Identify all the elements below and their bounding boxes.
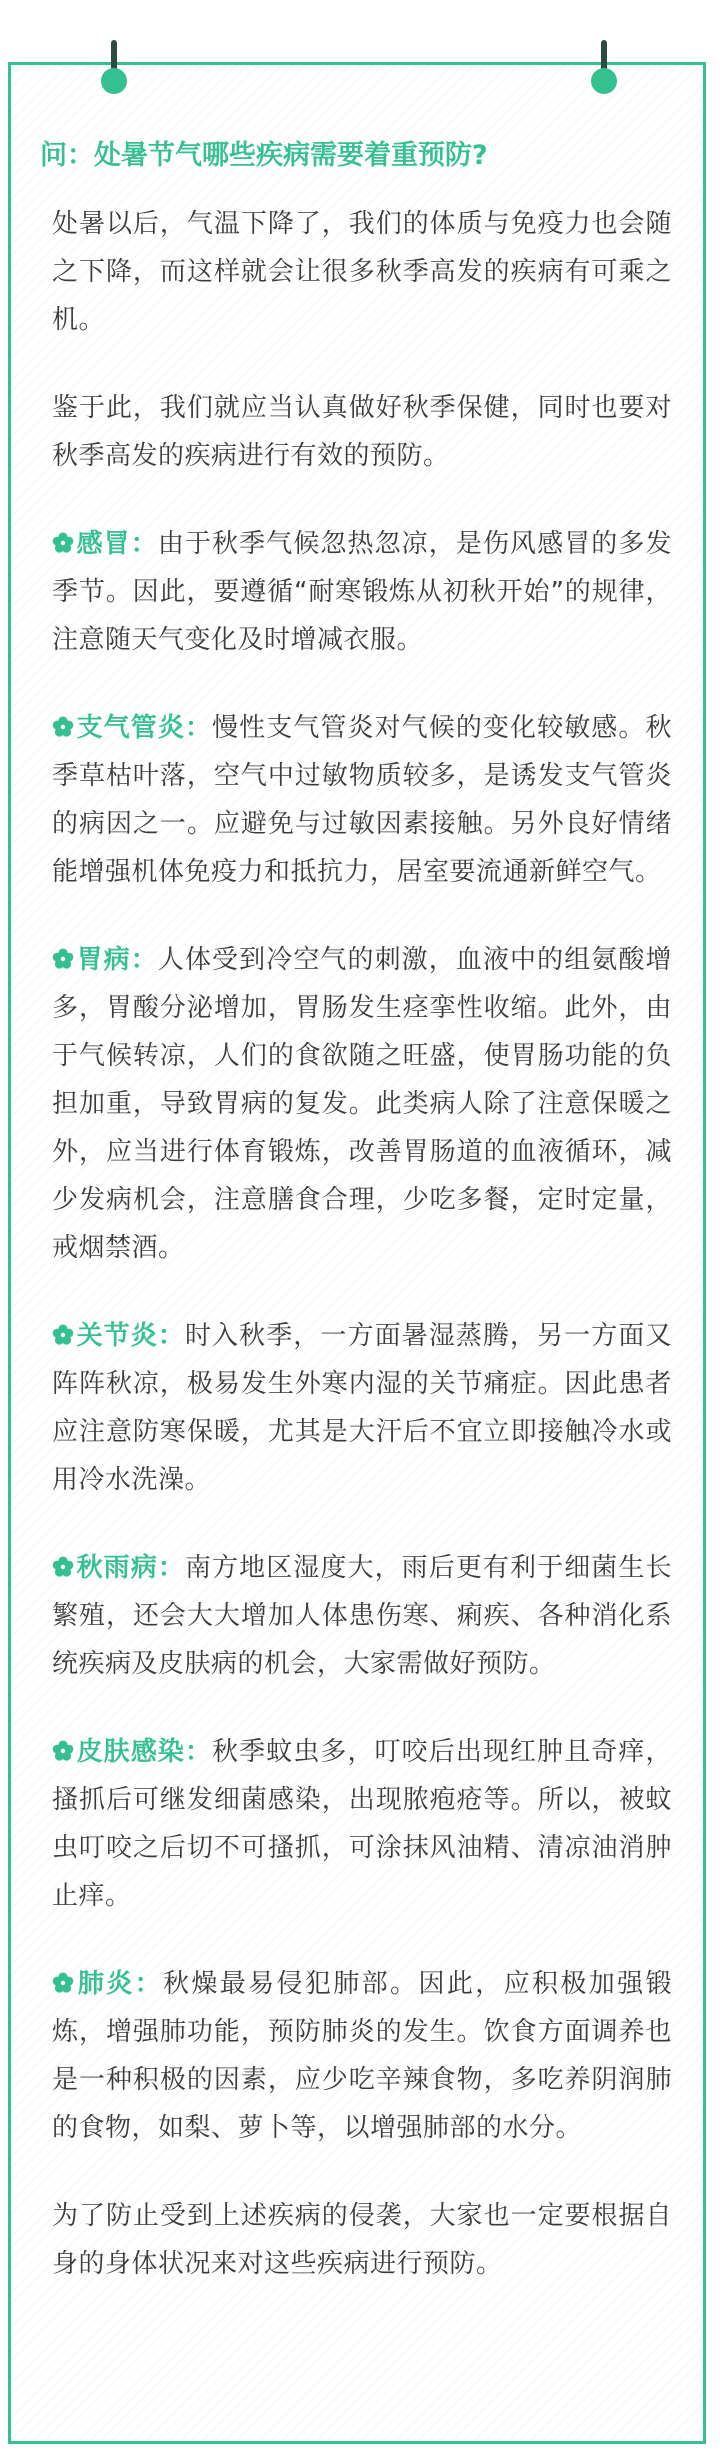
disease-section-skin (52, 1728, 672, 1920)
disease-description: 慢性支气管炎对气候的变化较敏感。秋季草枯叶落，空气中过敏物质较多，是诱发支气管炎的病因之一。应避免与过敏因素接触。另外良好情绪能增强机体免疫力和抵抗力，居室要流通新鲜空气。 (52, 713, 672, 887)
pushpin-head (591, 68, 617, 94)
flower-bullet-icon (52, 716, 74, 738)
intro-paragraph: 处暑以后，气温下降了，我们的体质与免疫力也会随之下降，而这样就会让很多秋季高发的疾病有可乘之机。 (52, 209, 672, 335)
disease-term: 感冒 (76, 529, 131, 559)
disease-description: 时入秋季，一方面暑湿蒸腾，另一方面又阵阵秋凉，极易发生外寒内湿的关节痛症。因此患者应注意防寒保暖，尤其是大汗后不宜立即接触冷水或用冷水洗澡。 (52, 1321, 672, 1495)
term-colon: ： (184, 713, 213, 743)
article-body (52, 200, 672, 2328)
disease-description: 秋燥最易侵犯肺部。因此，应积极加强锻炼，增强肺功能，预防肺炎的发生。饮食方面调养也是一种积极的因素，应少吃辛辣食物，多吃养阴润肺的食物，如梨、萝卜等，以增强肺部的水分。 (52, 1969, 672, 2143)
disease-term: 支气管炎 (76, 713, 185, 743)
disease-section-pneumonia (52, 1960, 672, 2152)
term-colon: ： (184, 1737, 213, 1767)
term-colon: ： (157, 1553, 185, 1583)
disease-section-autumn-rain (52, 1544, 672, 1688)
question-heading: 问：处暑节气哪些疾病需要着重预防? (40, 140, 488, 171)
term-colon: ： (157, 1321, 185, 1351)
pushpin-head (101, 68, 127, 94)
pushpin-icon (591, 40, 617, 94)
flower-bullet-icon (52, 1556, 74, 1578)
disease-description: 秋季蚊虫多，叮咬后出现红肿且奇痒，搔抓后可继发细菌感染，出现脓疱疮等。所以，被蚊虫叮咬之后切不可搔抓，可涂抹风油精、清凉油消肿止痒。 (52, 1737, 672, 1911)
disease-description: 人体受到冷空气的刺激，血液中的组氨酸增多，胃酸分泌增加，胃肠发生痉挛性收缩。此外，由于气候转凉，人们的食欲随之旺盛，使胃肠功能的负担加重，导致胃病的复发。此类病人除了注意保暖之外，应当进行体育锻炼，改善胃肠道的血液循环，减少发病机会，注意膳食合理，少吃多餐，定时定量，戒烟禁酒。 (52, 945, 672, 1263)
disease-description: 由于秋季气候忽热忽凉，是伤风感冒的多发季节。因此，要遵循“耐寒锻炼从初秋开始”的规律，注意随天气变化及时增减衣服。 (52, 529, 672, 655)
conclusion-paragraph: 为了防止受到上述疾病的侵袭，大家也一定要根据自身的身体状况来对这些疾病进行预防。 (52, 2201, 672, 2279)
pushpin-icon (101, 40, 127, 94)
disease-section-cold (52, 520, 672, 664)
term-colon: ： (130, 945, 158, 975)
disease-term: 秋雨病 (76, 1553, 158, 1583)
disease-term: 皮肤感染 (76, 1737, 185, 1767)
intro-paragraph: 鉴于此，我们就应当认真做好秋季保健，同时也要对秋季高发的疾病进行有效的预防。 (52, 393, 672, 471)
disease-section-arthritis (52, 1312, 672, 1504)
term-colon: ： (130, 529, 158, 559)
flower-bullet-icon (52, 1972, 74, 1994)
flower-bullet-icon (52, 948, 74, 970)
term-colon: ： (134, 1969, 164, 1999)
disease-description: 南方地区湿度大，雨后更有利于细菌生长繁殖，还会大大增加人体患伤寒、痢疾、各种消化系统疾病及皮肤病的机会，大家需做好预防。 (52, 1553, 672, 1679)
disease-term: 肺炎 (76, 1969, 135, 1999)
disease-section-stomach (52, 936, 672, 1272)
flower-bullet-icon (52, 532, 74, 554)
disease-term: 关节炎 (76, 1321, 158, 1351)
flower-bullet-icon (52, 1740, 74, 1762)
flower-bullet-icon (52, 1324, 74, 1346)
disease-section-bronchitis (52, 704, 672, 896)
disease-term: 胃病 (76, 945, 131, 975)
